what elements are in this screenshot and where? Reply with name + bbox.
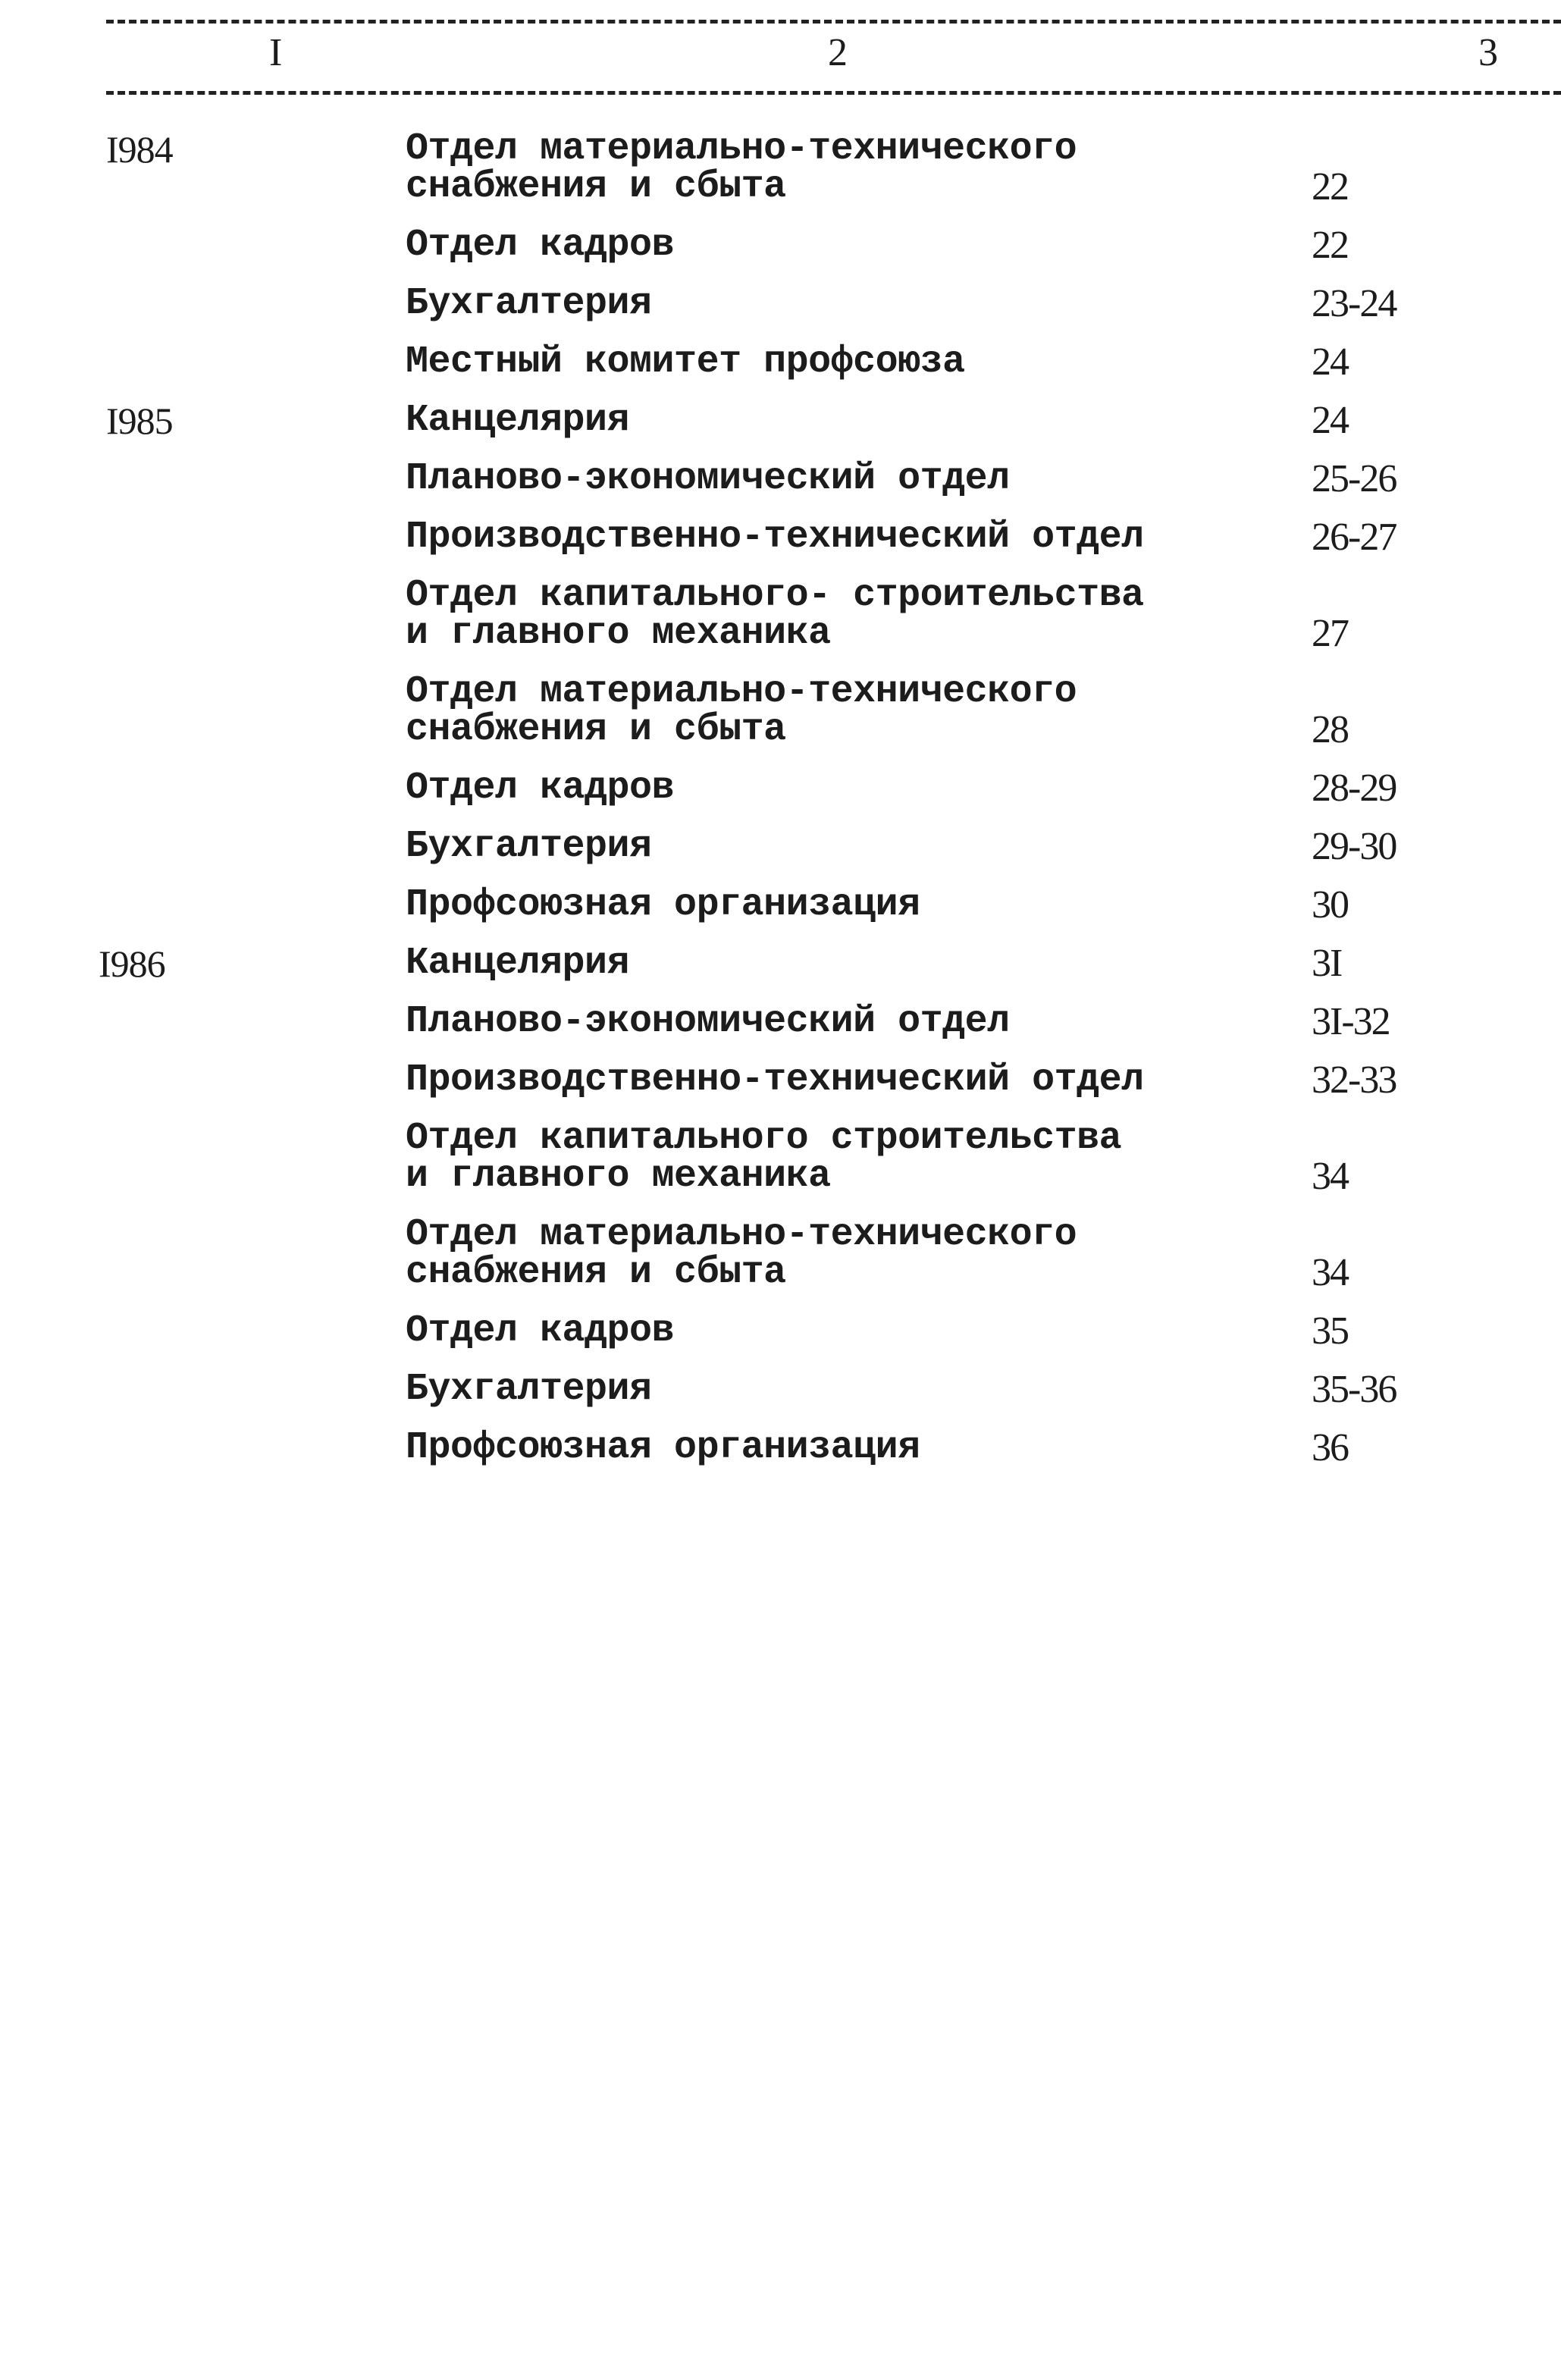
header-bottom-rule <box>106 91 1561 95</box>
index-entry <box>0 457 1561 500</box>
entry-title-line: Отдел капитального строительства <box>406 1117 1122 1160</box>
index-entry <box>0 1213 1561 1294</box>
index-entry <box>0 516 1561 559</box>
column-header-1: I <box>269 31 283 74</box>
entry-pages: 35 <box>1312 1309 1348 1353</box>
year-group <box>0 399 1561 927</box>
entry-title <box>406 127 1561 209</box>
entry-title-line: Бухгалтерия <box>406 282 652 325</box>
index-entry <box>0 825 1561 868</box>
index-entry <box>0 399 1561 442</box>
entry-title-line: Отдел кадров <box>406 224 675 267</box>
entry-title-line: и главного механика <box>406 612 831 655</box>
index-entry <box>0 767 1561 810</box>
entry-title-line: Отдел кадров <box>406 1309 675 1353</box>
entry-title-line: Бухгалтерия <box>406 1368 652 1411</box>
entry-pages: 24 <box>1312 340 1348 384</box>
entry-title <box>406 224 1561 267</box>
entry-title-line: Отдел материально-технического <box>406 670 1077 713</box>
entry-title-line: Местный комитет профсоюза <box>406 340 965 384</box>
entry-title <box>406 883 1561 927</box>
entry-title <box>406 1309 1561 1353</box>
entry-pages: 26-27 <box>1312 516 1396 559</box>
year-label: I986 <box>99 942 165 985</box>
index-entry <box>0 1426 1561 1469</box>
column-header-3: 3 <box>1478 31 1498 74</box>
index-entry <box>0 1000 1561 1043</box>
entry-title <box>406 1426 1561 1469</box>
entry-pages: 25-26 <box>1312 457 1396 500</box>
index-entry <box>0 1058 1561 1102</box>
year-label: I984 <box>106 128 173 171</box>
entry-pages: 27 <box>1312 612 1348 655</box>
entry-pages: 22 <box>1312 165 1348 209</box>
entry-title-line: Отдел кадров <box>406 767 675 810</box>
entry-pages: 3I-32 <box>1312 1000 1390 1043</box>
index-entry <box>0 340 1561 384</box>
entry-title-line: Канцелярия <box>406 399 630 442</box>
entry-title <box>406 1213 1561 1294</box>
entry-pages: 3I <box>1312 942 1342 985</box>
index-entry <box>0 883 1561 927</box>
entry-title <box>406 340 1561 384</box>
index-entry <box>0 224 1561 267</box>
index-entry <box>0 1309 1561 1353</box>
entry-title-line: Отдел материально-технического <box>406 127 1077 171</box>
entry-title-line: Планово-экономический отдел <box>406 457 1010 500</box>
entry-pages: 36 <box>1312 1426 1348 1469</box>
entry-title-line: Производственно-технический отдел <box>406 516 1144 559</box>
entry-title-line: и главного механика <box>406 1155 831 1198</box>
index-table-body <box>0 127 1561 1488</box>
index-entry <box>0 282 1561 325</box>
entry-title-line: Производственно-технический отдел <box>406 1058 1144 1102</box>
index-entry <box>0 942 1561 985</box>
entry-title-line: Профсоюзная организация <box>406 883 920 927</box>
column-header-2: 2 <box>828 31 848 74</box>
entry-pages: 23-24 <box>1312 282 1396 325</box>
entry-title-line: Отдел капитального- строительства <box>406 574 1144 617</box>
entry-title-line: снабжения и сбыта <box>406 708 786 751</box>
entry-pages: 32-33 <box>1312 1058 1396 1102</box>
entry-title <box>406 670 1561 751</box>
entry-title-line: Профсоюзная организация <box>406 1426 920 1469</box>
year-group <box>0 942 1561 1469</box>
entry-pages: 30 <box>1312 883 1348 927</box>
index-entry <box>0 574 1561 655</box>
year-group <box>0 127 1561 384</box>
entry-title-line: Отдел материально-технического <box>406 1213 1077 1256</box>
header-top-rule <box>106 20 1561 24</box>
entry-pages: 35-36 <box>1312 1368 1396 1411</box>
entry-pages: 34 <box>1312 1155 1348 1198</box>
index-entry <box>0 670 1561 751</box>
index-entry <box>0 1117 1561 1198</box>
entry-title-line: Канцелярия <box>406 942 630 985</box>
entry-pages: 28-29 <box>1312 767 1396 810</box>
entry-title-line: снабжения и сбыта <box>406 1251 786 1294</box>
entry-pages: 34 <box>1312 1251 1348 1294</box>
entry-title-line: Бухгалтерия <box>406 825 652 868</box>
index-entry <box>0 1368 1561 1411</box>
entry-pages: 28 <box>1312 708 1348 751</box>
entry-title-line: Планово-экономический отдел <box>406 1000 1010 1043</box>
entry-pages: 22 <box>1312 224 1348 267</box>
entry-title <box>406 1117 1561 1198</box>
entry-title <box>406 942 1561 985</box>
index-entry <box>0 127 1561 209</box>
entry-pages: 29-30 <box>1312 825 1396 868</box>
year-label: I985 <box>106 400 173 442</box>
entry-title <box>406 574 1561 655</box>
entry-title <box>406 399 1561 442</box>
entry-pages: 24 <box>1312 399 1348 442</box>
entry-title-line: снабжения и сбыта <box>406 165 786 209</box>
